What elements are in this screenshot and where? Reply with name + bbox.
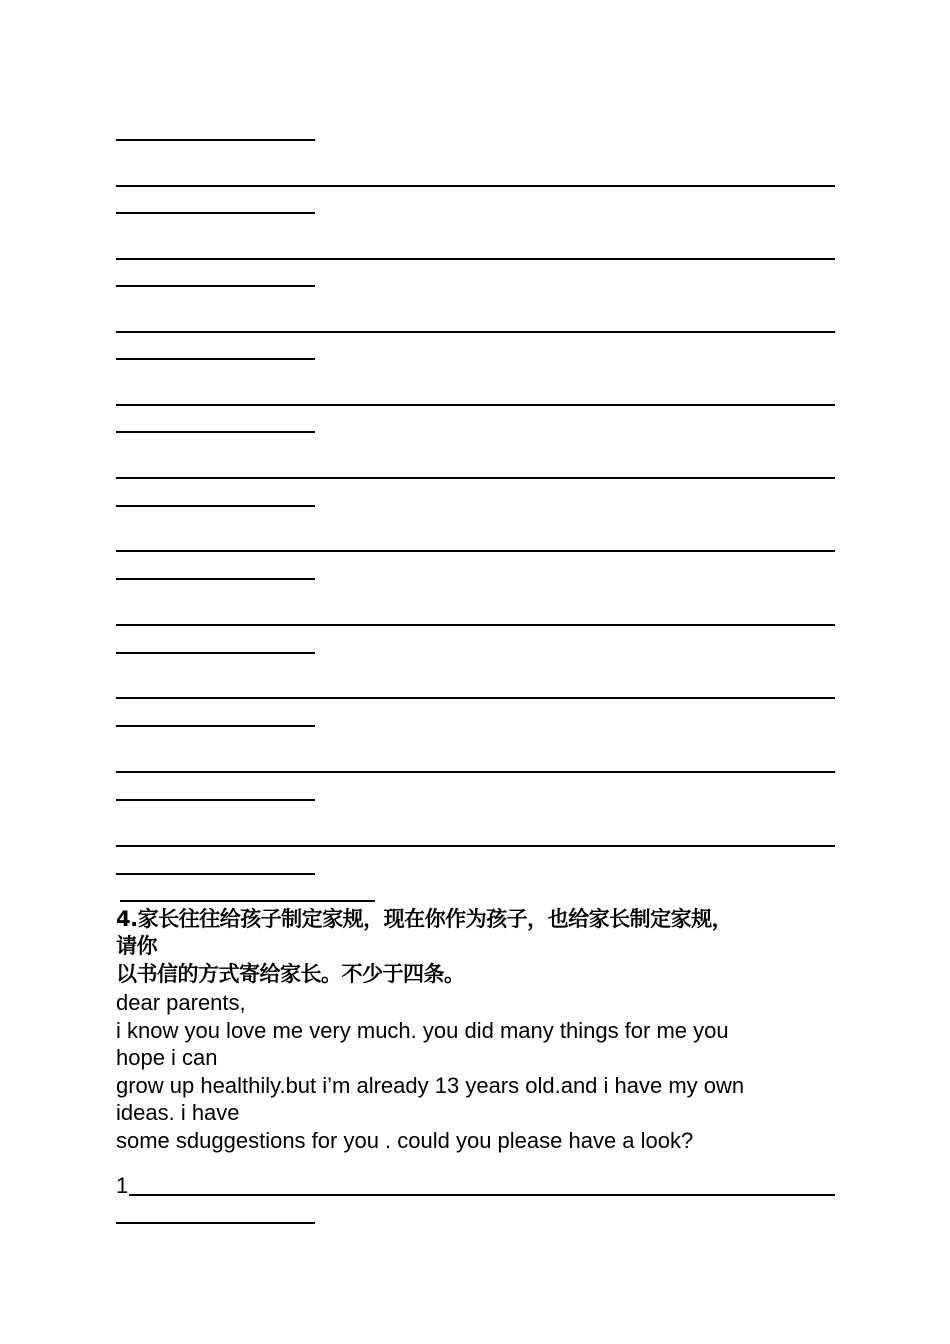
blank-line — [116, 477, 835, 479]
letter-body-line-4: ideas. i have — [116, 1100, 240, 1125]
letter-body-line-2: hope i can — [116, 1045, 218, 1070]
letter-greeting: dear parents, — [116, 990, 246, 1015]
blank-line — [116, 212, 315, 214]
blank-line — [116, 697, 835, 699]
task-heading-line-3: 以书信的方式寄给家长。不少于四条。 — [116, 962, 465, 986]
blank-line — [116, 139, 315, 141]
blank-line — [116, 873, 315, 875]
blank-line — [116, 725, 315, 727]
letter-body-line-3: grow up healthily.but i’m already 13 years old.and i have my own — [116, 1073, 745, 1098]
blank-line — [116, 578, 315, 580]
letter-body-line-5: some sduggestions for you . could you please have a look? — [116, 1128, 694, 1153]
answer-line — [116, 1222, 315, 1224]
blank-line — [116, 285, 315, 287]
answer-line — [129, 1194, 835, 1196]
blank-line — [116, 358, 315, 360]
blank-line — [116, 845, 835, 847]
letter-body-line-1: i know you love me very much. you did many things for me you — [116, 1018, 729, 1043]
blank-line — [116, 431, 315, 433]
task-heading-line-1: 4.家长往往给孩子制定家规，现在你作为孩子，也给家长制定家规， — [116, 907, 733, 931]
blank-line — [116, 799, 315, 801]
blank-line — [116, 404, 835, 406]
blank-line — [116, 505, 315, 507]
blank-line — [116, 258, 835, 260]
blank-line — [120, 900, 375, 902]
item-number: 1 — [116, 1173, 129, 1198]
blank-line — [116, 185, 835, 187]
blank-line — [116, 771, 835, 773]
blank-line — [116, 624, 835, 626]
blank-line — [116, 550, 835, 552]
blank-line — [116, 652, 315, 654]
blank-line — [116, 331, 835, 333]
task-heading-line-2: 请你 — [116, 934, 157, 958]
